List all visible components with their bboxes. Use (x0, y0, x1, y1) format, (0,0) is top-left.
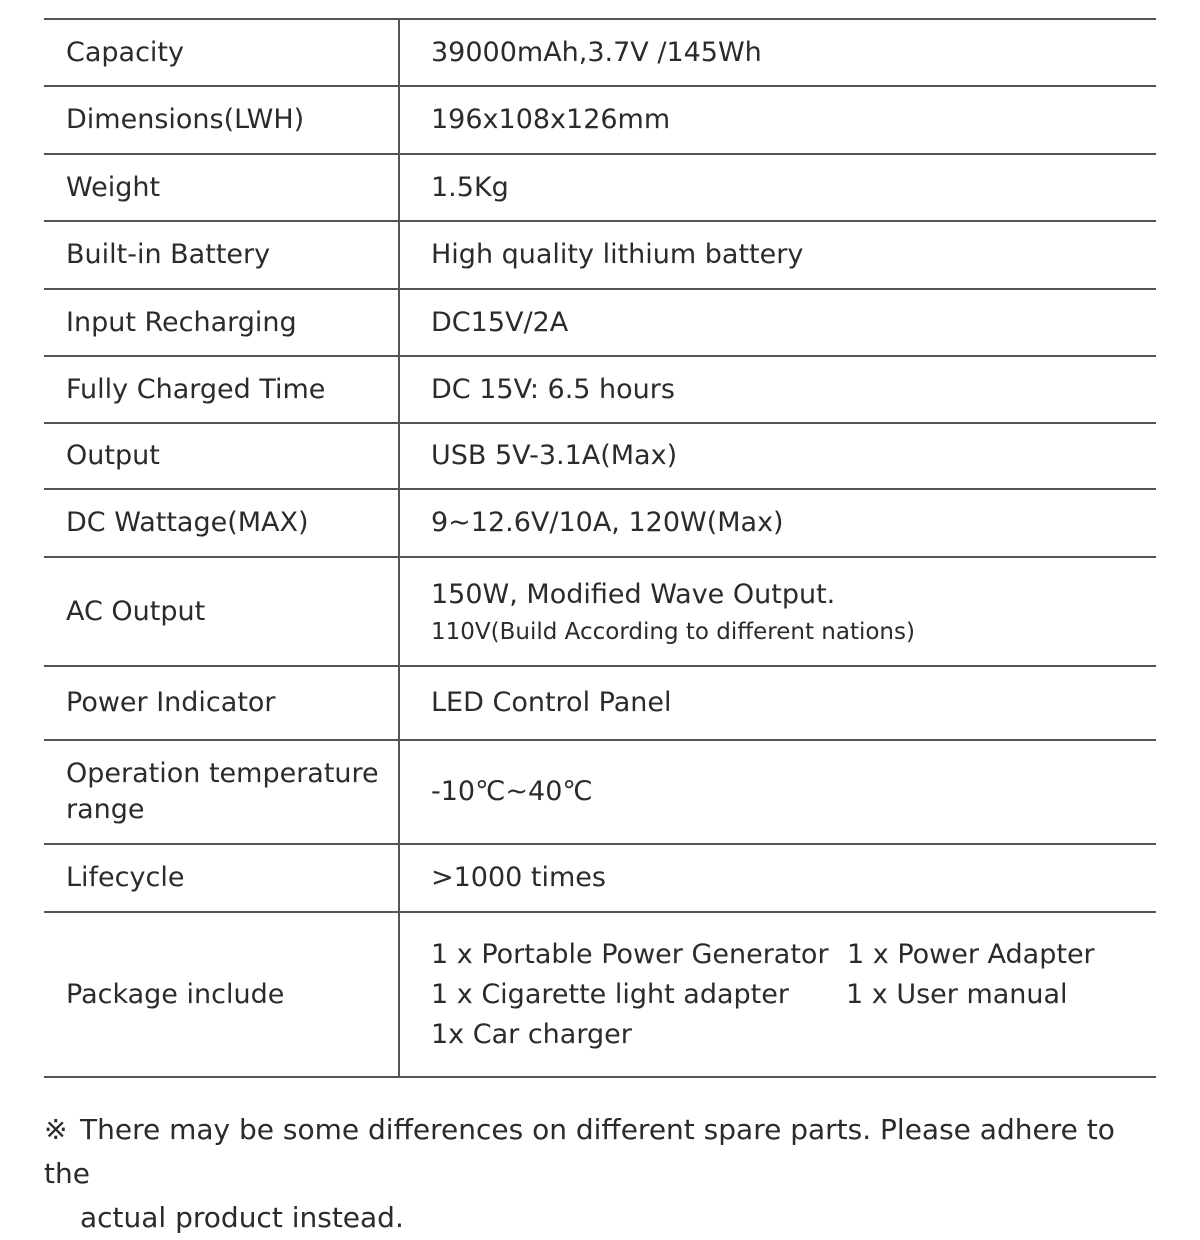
spec-value-text: DC 15V: 6.5 hours (431, 373, 675, 405)
spec-value (400, 290, 1156, 355)
spec-value-text: DC15V/2A (431, 306, 569, 338)
spec-row-dimensions (44, 87, 1156, 155)
package-item: 1x Car charger (431, 1018, 632, 1050)
spec-label: Capacity (44, 20, 400, 85)
footnote-line-2: actual product instead. (80, 1201, 404, 1234)
spec-value-text: 9~12.6V/10A, 120W(Max) (431, 507, 784, 538)
spec-label: DC Wattage(MAX) (44, 490, 400, 556)
spec-value (400, 558, 1156, 665)
spec-value-text: 196x108x126mm (431, 104, 671, 135)
package-item: 1 x Power Adapter (847, 938, 1095, 970)
footnote-line-1: There may be some differences on different spare parts. Please adhere to the (44, 1113, 1115, 1190)
package-line (431, 935, 1146, 975)
spec-value-text: LED Control Panel (431, 687, 672, 718)
spec-row-dc-wattage (44, 490, 1156, 558)
spec-value-text: 1.5Kg (431, 171, 509, 203)
spec-label: Lifecycle (44, 845, 400, 911)
spec-label: AC Output (44, 558, 400, 665)
spec-value (400, 20, 1156, 85)
spec-value (400, 424, 1156, 488)
spec-value (400, 490, 1156, 556)
spec-value (400, 155, 1156, 220)
spec-value-text: High quality lithium battery (431, 239, 804, 270)
reference-mark-icon: ※ (44, 1113, 68, 1146)
spec-row-output (44, 424, 1156, 490)
spec-row-input (44, 290, 1156, 357)
spec-row-ac-output (44, 558, 1156, 667)
spec-value-text: 39000mAh,3.7V /145Wh (431, 36, 762, 68)
spec-label: Fully Charged Time (44, 357, 400, 422)
spec-row-charge-time (44, 357, 1156, 424)
spec-row-battery (44, 222, 1156, 290)
spec-row-weight (44, 155, 1156, 222)
spec-label: Operation temperature range (44, 741, 400, 843)
spec-value (400, 357, 1156, 422)
spec-label: Package include (44, 913, 400, 1076)
spec-row-package (44, 913, 1156, 1078)
spec-value-text: >1000 times (431, 862, 606, 893)
spec-table (44, 18, 1156, 1078)
package-line (431, 1015, 1146, 1055)
spec-label: Power Indicator (44, 667, 400, 739)
spec-value (400, 913, 1156, 1076)
spec-value (400, 845, 1156, 911)
package-item: 1 x User manual (846, 978, 1068, 1010)
spec-value-subtext: 110V(Build According to different nations) (431, 618, 915, 645)
spec-value (400, 741, 1156, 843)
spec-label: Output (44, 424, 400, 488)
spec-label: Dimensions(LWH) (44, 87, 400, 153)
package-item: 1 x Portable Power Generator (431, 938, 829, 970)
spec-label: Input Recharging (44, 290, 400, 355)
spec-row-lifecycle (44, 845, 1156, 913)
spec-value-text: -10℃~40℃ (431, 776, 593, 807)
spec-label: Weight (44, 155, 400, 220)
spec-value (400, 222, 1156, 288)
spec-value-text: 150W, Modified Wave Output. (431, 578, 836, 610)
spec-value-text: USB 5V-3.1A(Max) (431, 440, 678, 471)
spec-value (400, 87, 1156, 153)
spec-row-temperature (44, 741, 1156, 845)
spec-row-power-indicator (44, 667, 1156, 741)
spec-label: Built-in Battery (44, 222, 400, 288)
spec-value (400, 667, 1156, 739)
spec-row-capacity (44, 20, 1156, 87)
footnote (44, 1108, 1164, 1240)
package-item: 1 x Cigarette light adapter (431, 978, 789, 1010)
package-line (431, 975, 1146, 1015)
